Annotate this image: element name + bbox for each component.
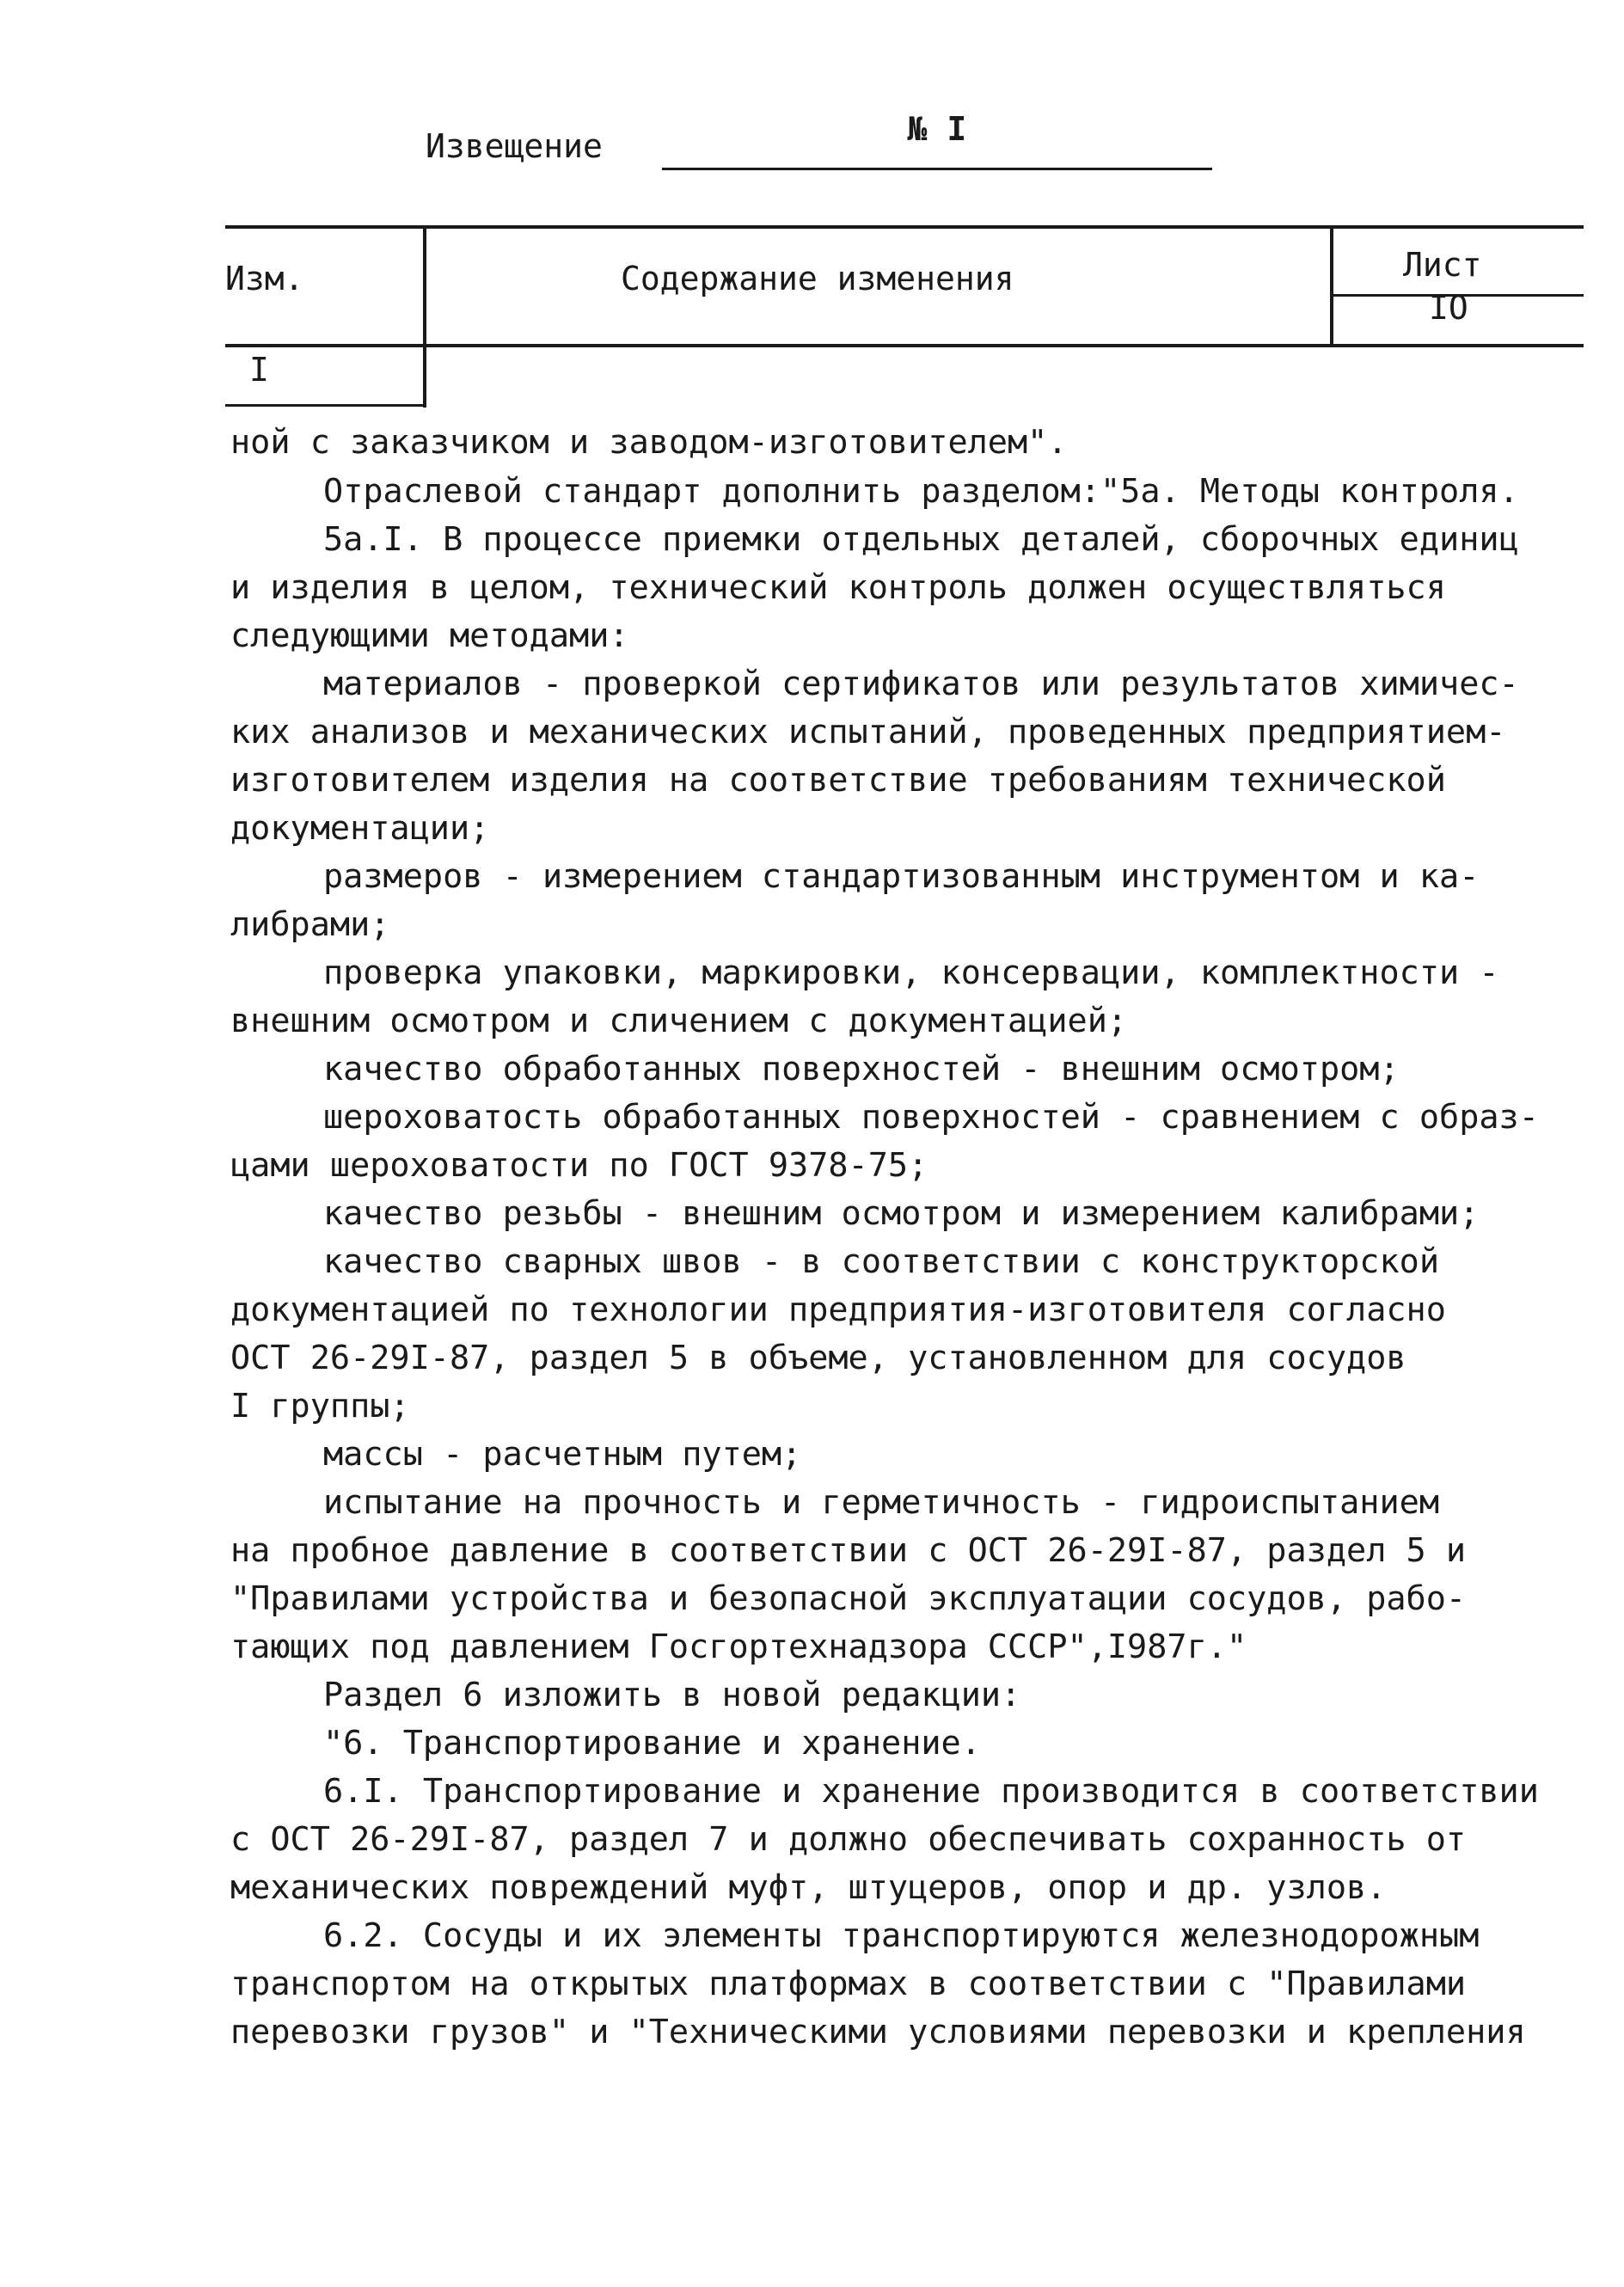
text-line: 6.I. Транспортирование и хранение производится в соответствии: [323, 1772, 1539, 1811]
text-line: с ОСТ 26-29I-87, раздел 7 и должно обеспечивать сохранность от: [230, 1820, 1467, 1859]
sheet-number: IO: [1429, 289, 1468, 327]
text-line: цами шероховатости по ГОСТ 9378-75;: [230, 1146, 928, 1185]
text-line: либрами;: [230, 905, 390, 944]
table-header-border: [225, 344, 1584, 347]
notice-number: № I: [907, 110, 967, 148]
text-line: внешним осмотром и сличением с документацией;: [230, 1002, 1128, 1040]
text-line: Отраслевой стандарт дополнить разделом:"5а. Методы контроля.: [323, 472, 1519, 511]
col-change-header: Изм.: [225, 260, 304, 297]
text-line: документацией по технологии предприятия-изготовителя согласно: [230, 1291, 1446, 1329]
text-line: Раздел 6 изложить в новой редакции:: [323, 1676, 1021, 1714]
text-line: транспортом на открытых платформах в соответствии с "Правилами: [230, 1965, 1467, 2003]
text-line: качество резьбы - внешним осмотром и измерением калибрами;: [323, 1194, 1480, 1233]
text-line: "Правилами устройства и безопасной эксплуатации сосудов, рабо-: [230, 1579, 1467, 1618]
text-line: следующими методами:: [230, 616, 629, 655]
text-line: изготовителем изделия на соответствие требованиям технической: [230, 761, 1446, 800]
text-line: перевозки грузов" и "Техническими условиями перевозки и крепления: [230, 2013, 1526, 2051]
text-line: размеров - измерением стандартизованным инструментом и ка-: [323, 857, 1480, 896]
text-line: "6. Транспортирование и хранение.: [323, 1724, 981, 1763]
text-line: документации;: [230, 809, 490, 848]
change-row-border: [225, 404, 426, 407]
change-number: I: [249, 351, 269, 389]
text-line: материалов - проверкой сертификатов или результатов химичес-: [323, 665, 1519, 703]
text-line: I группы;: [230, 1387, 410, 1426]
text-line: на пробное давление в соответствии с ОСТ 26-29I-87, раздел 5 и: [230, 1531, 1467, 1570]
text-line: качество сварных швов - в соответствии с конструкторской: [323, 1242, 1440, 1281]
text-line: массы - расчетным путем;: [323, 1435, 802, 1474]
text-line: ОСТ 26-29I-87, раздел 5 в объеме, установленном для сосудов: [230, 1339, 1406, 1377]
notice-number-field: [662, 103, 1212, 170]
table-top-border: [225, 225, 1584, 229]
col-content-header: Содержание изменения: [621, 260, 1014, 297]
text-line: 5а.I. В процессе приемки отдельных деталей, сборочных единиц: [323, 520, 1519, 559]
text-line: проверка упаковки, маркировки, консервации, комплектности -: [323, 953, 1499, 992]
table-col-divider-2: [1330, 225, 1333, 346]
notice-label: Извещение: [426, 127, 603, 165]
col-sheet-header: Лист: [1403, 246, 1482, 284]
text-line: ких анализов и механических испытаний, проведенных предприятием-: [230, 713, 1506, 751]
table-col-divider-1: [423, 225, 426, 408]
text-line: механических повреждений муфт, штуцеров, опор и др. узлов.: [230, 1868, 1387, 1907]
revision-table: [225, 225, 1584, 408]
text-line: качество обработанных поверхностей - внешним осмотром;: [323, 1050, 1400, 1088]
text-line: и изделия в целом, технический контроль должен осуществляться: [230, 568, 1446, 607]
text-line: испытание на прочность и герметичность - гидроиспытанием: [323, 1483, 1440, 1522]
text-line: шероховатость обработанных поверхностей - сравнением с образ-: [323, 1098, 1539, 1137]
text-line: тающих под давлением Госгортехнадзора СССР",I987г.": [230, 1628, 1247, 1666]
text-line: 6.2. Сосуды и их элементы транспортируются железнодорожным: [323, 1916, 1480, 1955]
text-line: ной с заказчиком и заводом-изготовителем".: [230, 423, 1068, 462]
